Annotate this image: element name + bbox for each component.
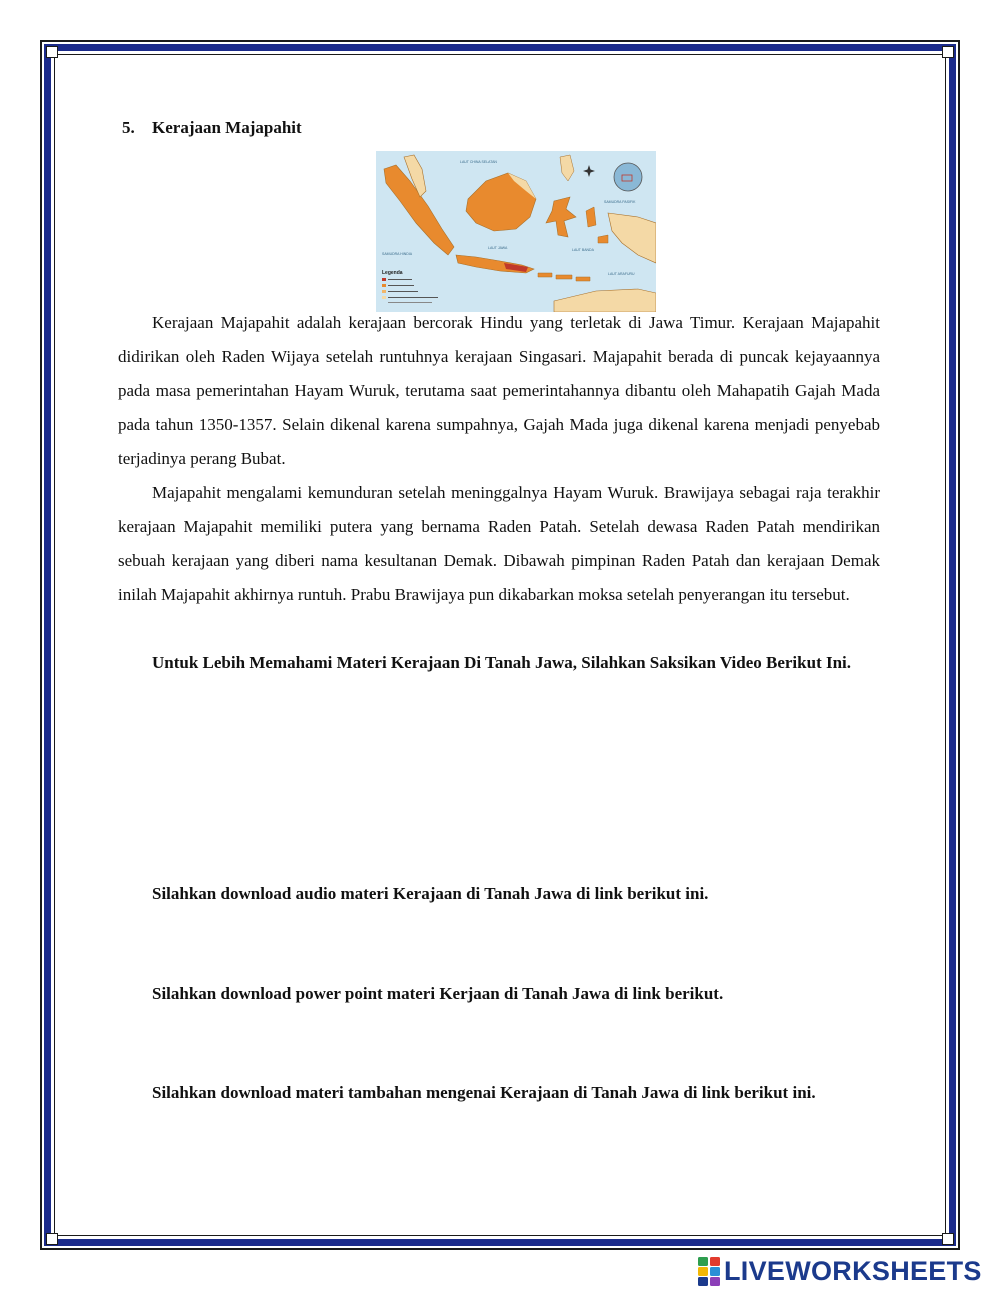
section-number: 5. [122, 118, 135, 137]
paragraph-majapahit-decline: Majapahit mengalami kemunduran setelah meninggalnya Hayam Wuruk. Brawijaya sebagai raja terakhir kerajaan Majapahit memiliki putera yang bernama Raden Patah. Setelah dewasa Raden Patah mendirikan sebuah kerajaan yang diberi nama kesultanan Demak. Dibawah pimpinan Raden Patah dan kerajaan Demak inilah Majapahit akhirnya runtuh. Prabu Brawijaya pun dikabarkan moksa setelah penyerangan itu tersebut. [118, 483, 880, 604]
corner-ornament-bottom-right [942, 1233, 954, 1245]
liveworksheets-logo [698, 1256, 982, 1287]
map-label-java-sea: LAUT JAWA [488, 246, 508, 250]
video-prompt: Untuk Lebih Memahami Materi Kerajaan Di Tanah Jawa, Silahkan Saksikan Video Berikut Ini. [152, 653, 852, 672]
liveworksheets-logo-icon [698, 1257, 720, 1287]
map-label-banda-sea: LAUT BANDA [572, 248, 594, 252]
map-legend-title: Legenda [382, 270, 403, 276]
map-label-pacific-ocean: SAMUDRA PASIFIK [604, 200, 636, 204]
download-audio-prompt: Silahkan download audio materi Kerajaan di Tanah Jawa di link berikut ini. [152, 884, 709, 903]
map-label-arafura-sea: LAUT ARAFURU [608, 272, 635, 276]
liveworksheets-logo-text: LIVEWORKSHEETS [724, 1256, 982, 1286]
corner-ornament-top-left [46, 46, 58, 58]
corner-ornament-bottom-left [46, 1233, 58, 1245]
section-heading [122, 118, 302, 138]
globe-inset-icon [614, 163, 642, 191]
map-label-indian-ocean: SAMUDRA HINDIA [382, 252, 413, 256]
paragraph-majapahit-intro: Kerajaan Majapahit adalah kerajaan bercorak Hindu yang terletak di Jawa Timur. Kerajaan Majapahit didirikan oleh Raden Wijaya setelah runtuhnya kerajaan Singasari. Majapahit berada di puncak kejayaannya pada masa pemerintahan Hayam Wuruk, terutama saat pemerintahannya dibantu oleh Mahapatih Gajah Mada pada tahun 1350-1357. Selain dikenal karena sumpahnya, Gajah Mada juga dikenal karena menjadi penyebab terjadinya perang Bubat. [118, 313, 880, 468]
section-title: Kerajaan Majapahit [152, 118, 302, 137]
corner-ornament-top-right [942, 46, 954, 58]
download-powerpoint-prompt: Silahkan download power point materi Kerjaan di Tanah Jawa di link berikut. [152, 984, 724, 1003]
map-label-south-china-sea: LAUT CHINA SELATAN [460, 160, 497, 164]
download-extra-material-prompt: Silahkan download materi tambahan mengenai Kerajaan di Tanah Jawa di link berikut ini. [152, 1083, 816, 1102]
indonesia-map-image [376, 151, 656, 312]
